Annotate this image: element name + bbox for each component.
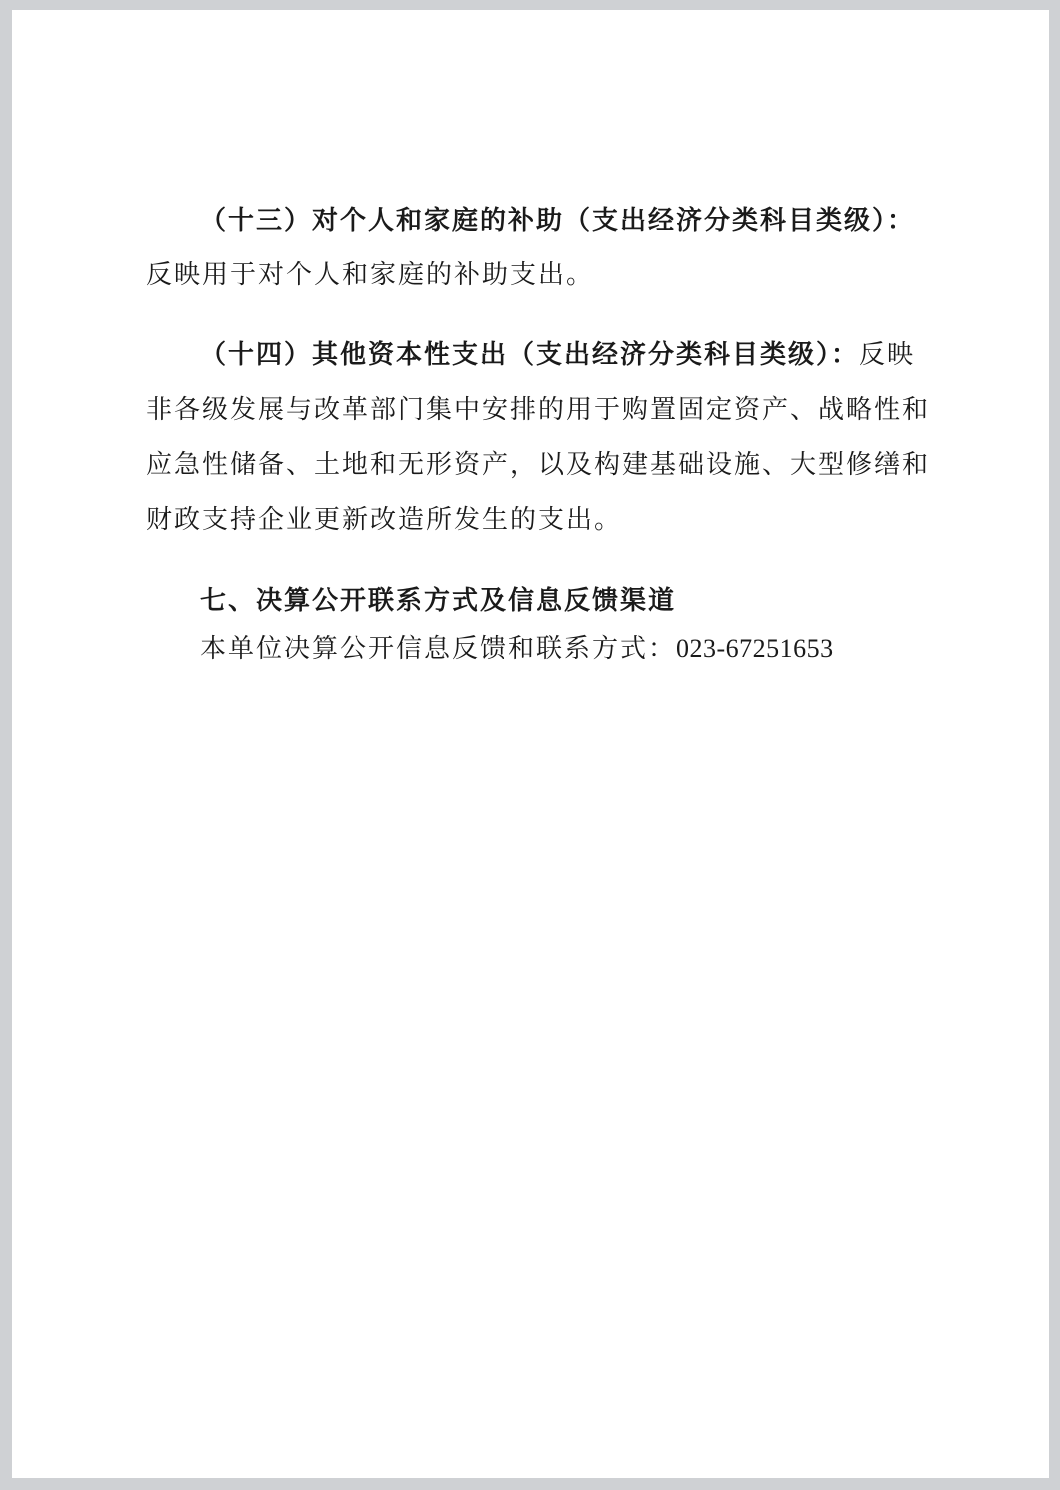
item14-description-line2: 非各级发展与改革部门集中安排的用于购置固定资产、战略性和 bbox=[146, 395, 931, 425]
contact-phone: 023-67251653 bbox=[676, 634, 834, 663]
item14-description-start: 反映 bbox=[859, 340, 916, 370]
item13-description: 反映用于对个人和家庭的补助支出。 bbox=[146, 260, 595, 290]
section7-contact-line bbox=[200, 634, 834, 664]
section7-title: 七、决算公开联系方式及信息反馈渠道 bbox=[200, 586, 677, 616]
item14-description-line3: 应急性储备、土地和无形资产，以及构建基础设施、大型修缮和 bbox=[146, 450, 931, 480]
item13-heading: （十三）对个人和家庭的补助（支出经济分类科目类级）： bbox=[200, 206, 916, 236]
item14-description-line4: 财政支持企业更新改造所发生的支出。 bbox=[146, 505, 623, 535]
item14-first-line bbox=[200, 340, 915, 370]
document-page bbox=[12, 10, 1049, 1478]
contact-label: 本单位决算公开信息反馈和联系方式： bbox=[200, 634, 677, 664]
item14-heading: （十四）其他资本性支出（支出经济分类科目类级）： bbox=[200, 340, 860, 370]
